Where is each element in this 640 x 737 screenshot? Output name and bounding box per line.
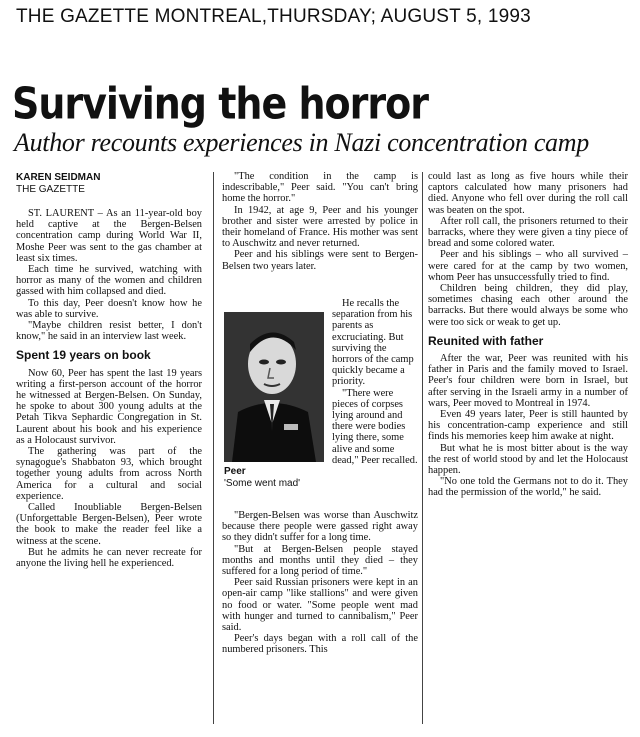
article-column-1 [16, 208, 202, 569]
photo-caption-name: Peer [224, 466, 246, 477]
paragraph: Even 49 years later, Peer is still haunted by his concentration-camp experience and still finds his memories keep him awake at night. [428, 409, 628, 443]
article-column-2-bottom [222, 510, 418, 656]
paragraph: Peer's days began with a roll call of the numbered prisoners. This [222, 633, 418, 656]
headline: Surviving the horror [12, 78, 428, 129]
paragraph: The gathering was part of the synagogue's Shabbaton 93, which brought together young adults from across North America for a cultural and social experience. [16, 446, 202, 502]
paragraph: "Bergen-Belsen was worse than Auschwitz because there people were gassed right away so they didn't suffer for a long time. [222, 510, 418, 544]
article-column-3 [428, 171, 628, 499]
paragraph: ST. LAURENT – As an 11-year-old boy held captive at the Bergen-Belsen concentration camp during World War II, Moshe Peer was sent to the gas chamber at least six times. [16, 208, 202, 264]
paragraph: Now 60, Peer has spent the last 19 years writing a first-person account of the horror he witnessed at Bergen-Belsen. On Sunday, he spoke to about 300 young adults at the Petah Tikva Sephardic Congregation in St. Laurent about his book and his experience as a Holocaust survivor. [16, 367, 202, 446]
paragraph: After the war, Peer was reunited with his father in Paris and the family moved to Israel. Peer's four children were born in Israel, but after serving in the Israeli army in a number of wars, Peer moved to Montreal in 1974. [428, 353, 628, 409]
article-column-2 [222, 171, 418, 272]
paragraph: Peer said Russian prisoners were kept in an open-air camp "like stallions" and were given no food or water. "Some people went mad with hunger and turned to cannibalism," Peer said. [222, 577, 418, 634]
dateline: THE GAZETTE MONTREAL,THURSDAY; AUGUST 5, 1993 [16, 6, 531, 27]
byline-outlet: THE GAZETTE [16, 184, 85, 195]
paragraph: Children being children, they did play, sometimes chasing each other around the barracks. But there would always be some who were too sick or weak to get up. [428, 283, 628, 328]
paragraph: But what he is most bitter about is the way the rest of world stood by and let the Holocaust happen. [428, 442, 628, 477]
paragraph: Peer and his siblings were sent to Bergen-Belsen two years later. [222, 249, 418, 272]
paragraph: Called Inoubliable Bergen-Belsen (Unforgettable Bergen-Belsen), Peer wrote the book to make the reader feel like a witness at the scene. [16, 502, 202, 547]
paragraph: Each time he survived, watching with horror as many of the women and children gassed with him collapsed and died. [16, 264, 202, 298]
paragraph: "There were pieces of corpses lying around and there were bodies lying there, some alive and some dead," Peer recalled. [332, 387, 418, 466]
photo-caption-text: 'Some went mad' [224, 478, 301, 489]
paragraph: "Maybe children resist better, I don't know," he said in an interview last week. [16, 320, 202, 343]
section-heading: Spent 19 years on book [16, 348, 151, 363]
section-heading: Reunited with father [428, 333, 544, 348]
column-divider [422, 172, 423, 724]
paragraph: He recalls the separation from his parents as excruciating. But surviving the horrors of the camp quickly became a priority. [332, 298, 414, 388]
byline-author: KAREN SEIDMAN [16, 172, 101, 183]
subheadline: Author recounts experiences in Nazi concentration camp [14, 128, 589, 157]
paragraph: could last as long as five hours while their captors calculated how many prisoners had died. Anyone who fell over during the roll call was beaten on the spot. [428, 171, 628, 216]
paragraph: "But at Bergen-Belsen people stayed months and months until they died – they suffered for a long period of time." [222, 543, 418, 578]
article-column-2-side [332, 298, 418, 466]
paragraph: But he admits he can never recreate for anyone the living hell he experienced. [16, 546, 202, 570]
paragraph: "No one told the Germans not to do it. They had the permission of the world," he said. [428, 476, 628, 499]
paragraph: "The condition in the camp is indescribable," Peer said. "You can't bring home the horror." [222, 171, 418, 205]
column-divider [213, 172, 214, 724]
paragraph: In 1942, at age 9, Peer and his younger brother and sister were arrested by police in their homeland of France. His mother was sent to Auschwitz and never returned. [222, 204, 418, 250]
paragraph: After roll call, the prisoners returned to their barracks, where they were given a tiny piece of bread and some colored water. [428, 215, 628, 250]
paragraph: Peer and his siblings – who all survived – were cared for at the camp by two women, whom Peer has unsuccessfully tried to find. [428, 249, 628, 283]
portrait-image [224, 312, 324, 462]
portrait-photo [224, 312, 324, 462]
paragraph: To this day, Peer doesn't know how he was able to survive. [16, 297, 202, 320]
